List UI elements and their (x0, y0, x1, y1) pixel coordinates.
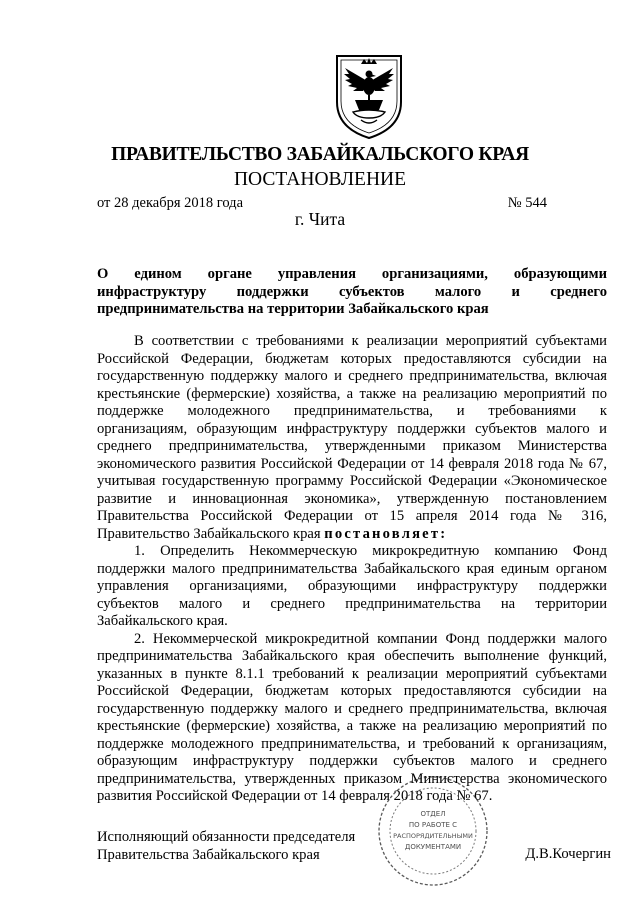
decree-word: постановляет: (324, 525, 448, 542)
coat-of-arms-emblem (331, 52, 407, 140)
text-line: 1. Определить Некоммерческую микрокредитную компанию Фонд (134, 543, 607, 559)
text-line: указанных в пункте 8.1.1 требований к реализации мероприятий субъектами (97, 665, 607, 682)
text-line: 2. Некоммерческой микрокредитной компании Фонд поддержки малого (134, 630, 607, 647)
preamble-closing: Правительство Забайкальского края (97, 525, 325, 542)
text-line: поддержке молодежного предпринимательства, и требований к организациям, (97, 735, 607, 752)
stamp-text: ОТДЕЛ (420, 810, 446, 818)
stamp-text: ДОКУМЕНТАМИ (404, 843, 462, 851)
text-line (97, 526, 607, 544)
text-line: государственную поддержку малого и среднего предпринимательства, включая (97, 700, 607, 717)
text-line: экономического развития Российской Федерации от 14 февраля 2018 года № 67, (97, 455, 607, 472)
text-line: крестьянские (фермерские) хозяйства, а также на реализацию мероприятий по (97, 718, 607, 734)
document-subject (97, 266, 607, 319)
text-line: В соответствии с требованиями к реализации мероприятий субъектами (134, 333, 607, 349)
text-line: субъектов малого и среднего предпринимательства на территории (97, 595, 607, 612)
official-stamp (374, 772, 492, 890)
document-body (97, 333, 607, 806)
text-line: поддержки малого предпринимательства Забайкальского края единым органом (97, 560, 607, 577)
text-line: образующим инфраструктуру поддержки субъектов малого и среднего (97, 753, 607, 769)
text-line: поддержке молодежного предпринимательства, и требованиями к (97, 403, 607, 419)
text-line: Правительства Российской Федерации от 15 апреля 2014 года № 316, (97, 508, 607, 524)
stamp-text: РАСПОРЯДИТЕЛЬНЫМИ (393, 832, 473, 840)
text-line: крестьянские (фермерские) хозяйства, а также на реализацию мероприятий по (97, 385, 607, 402)
text-line: Забайкальского края. (97, 613, 228, 629)
text-line: управления организациями, образующими инфраструктуру поддержки (97, 578, 607, 594)
signatory-position (97, 829, 355, 864)
text-line: предпринимательства, утвержденных приказом Министерства экономического (97, 770, 607, 787)
text-line: развития Российской Федерации от 14 февраля 2018 года № 67. (97, 788, 493, 804)
text-line: среднего предпринимательства, утвержденными приказом Министерства (97, 438, 607, 454)
document-date: от 28 декабря 2018 года (97, 195, 243, 211)
document-number: № 544 (507, 195, 547, 211)
position-line: Исполняющий обязанности председателя (97, 829, 356, 845)
text-line: Российской Федерации, бюджетам которых предоставляются субсидии на (97, 350, 607, 367)
text-line: предпринимательства Забайкальского края обеспечить выполнение функций, (97, 648, 607, 664)
text-line: организациям, образующим инфраструктуру поддержки субъектов малого и (97, 420, 607, 437)
subject-line: О едином органе управления организациями, образующими (97, 266, 607, 282)
document-city: г. Чита (294, 209, 346, 229)
subject-line: предпринимательства на территории Забайкальского края (97, 301, 489, 318)
text-line: развитие и инновационная экономика», утвержденную постановлением (97, 490, 607, 507)
subject-line: инфраструктуру поддержки субъектов малого и среднего (97, 283, 607, 300)
document-type: ПОСТАНОВЛЕНИЕ (233, 169, 407, 190)
stamp-text: ПО РАБОТЕ С (408, 821, 458, 829)
signatory-name: Д.В.Кочергин (525, 846, 611, 862)
government-title: ПРАВИТЕЛЬСТВО ЗАБАЙКАЛЬСКОГО КРАЯ (111, 144, 529, 165)
text-line: Российской Федерации, бюджетам которых предоставляются субсидии на (97, 683, 607, 699)
text-line: учитывая государственную программу Российской Федерации «Экономическое (97, 473, 607, 489)
position-line: Правительства Забайкальского края (97, 846, 320, 863)
text-line: государственную поддержку малого и среднего предпринимательства, включая (97, 368, 607, 384)
